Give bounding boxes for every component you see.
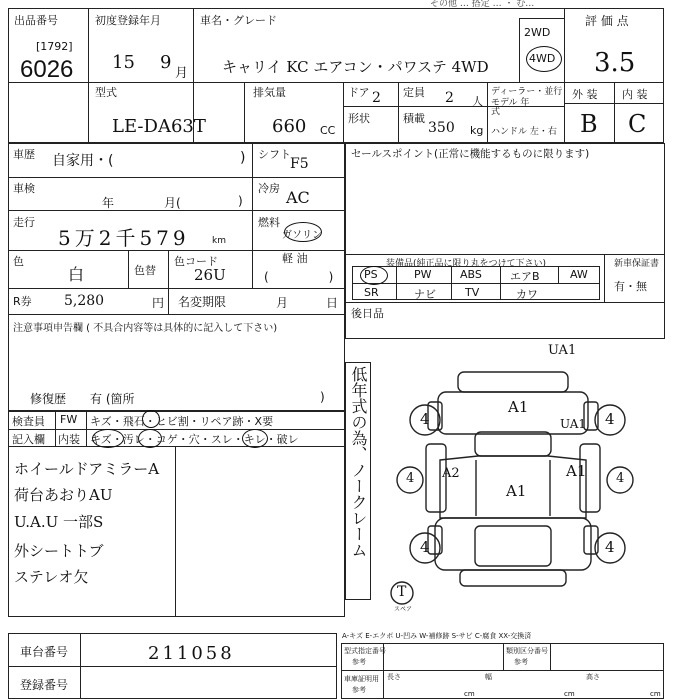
divider xyxy=(500,266,501,300)
score-label: 評 価 点 xyxy=(585,14,629,28)
divider xyxy=(519,18,564,19)
lot-number: 6026 xyxy=(20,56,74,83)
chassis-label: 車台番号 xyxy=(20,645,69,659)
divider xyxy=(8,314,345,315)
lot-sub: [1792] xyxy=(36,40,73,53)
mark-wheel-6: 4 xyxy=(605,538,615,556)
inspection-label: 車検 xyxy=(13,182,35,195)
mark-a2: A2 xyxy=(442,466,460,481)
int-value: C xyxy=(628,110,647,138)
later-label: 後日品 xyxy=(351,307,384,320)
top-cut-text: その他 … 搭定 … ・ む… xyxy=(430,0,535,9)
divider xyxy=(128,250,129,288)
history-value: 自家用・( xyxy=(52,153,114,169)
recolor-label: 色替 xyxy=(134,264,156,277)
reg-month-unit: 月 xyxy=(175,66,189,81)
inspector-label: 検査員 xyxy=(12,415,45,428)
remark-4: 外シートトブ xyxy=(14,542,104,560)
mark-circle xyxy=(142,410,160,428)
load-value: 350 xyxy=(428,120,455,136)
cert-label: 型式指定番号 xyxy=(344,647,386,655)
color-code-value: 26U xyxy=(194,266,226,284)
divider xyxy=(55,411,56,447)
mark-wheel-5: 4 xyxy=(420,538,430,556)
class-label: 類別区分番号 xyxy=(506,647,548,655)
equip-sr: SR xyxy=(364,286,379,299)
divider xyxy=(88,8,89,143)
name-label: 車名・グレード xyxy=(200,14,277,27)
mark-circle xyxy=(242,429,268,448)
shift-value: F5 xyxy=(290,156,309,172)
sales-label: セールスポイント(正常に機能するものに限ります) xyxy=(351,148,590,160)
drive-4wd: 4WD xyxy=(529,52,556,65)
spare-caption: スペア xyxy=(394,606,413,613)
class-ref: 参考 xyxy=(514,658,528,666)
warranty-label: 新車保証書 xyxy=(614,259,660,269)
divider xyxy=(8,429,345,430)
disp-unit: CC xyxy=(320,124,336,137)
mark-circle xyxy=(92,429,124,448)
color-value: 白 xyxy=(68,265,85,284)
divider xyxy=(487,82,488,143)
divider xyxy=(352,283,600,284)
divider xyxy=(175,447,176,617)
mark-wheel-1: 4 xyxy=(420,410,430,428)
divider xyxy=(252,143,253,288)
equip-pw: PW xyxy=(414,268,432,281)
cooling-value: AC xyxy=(286,188,310,207)
cap-unit: 人 xyxy=(472,95,483,108)
car-name: キャリイ KC エアコン・パワステ 4WD xyxy=(222,58,489,76)
disp-value: 660 xyxy=(272,116,307,137)
equip-aw: AW xyxy=(570,268,588,281)
paren-close: ) xyxy=(238,194,243,208)
mark-a1-hood: A1 xyxy=(508,398,529,416)
mark-circle xyxy=(138,429,162,448)
divider xyxy=(8,288,345,289)
cap-value: 2 xyxy=(445,90,454,106)
reg-month: 9 xyxy=(160,52,172,73)
divider xyxy=(398,82,399,143)
mileage-unit: km xyxy=(212,236,226,246)
divider xyxy=(244,82,245,143)
mileage-value: 5万2千579 xyxy=(58,226,190,250)
height-cm: cm xyxy=(650,690,661,698)
equip-navi: ナビ xyxy=(414,288,436,301)
fuel-value: ガソリン xyxy=(282,230,322,241)
reg-no-label: 登録番号 xyxy=(20,678,69,692)
spare-label: T xyxy=(397,584,407,600)
width-cm: cm xyxy=(564,690,575,698)
load-label: 積載 xyxy=(403,112,425,125)
len-cm: cm xyxy=(464,690,475,698)
cert-ref: 参考 xyxy=(352,658,366,666)
model-value: LE-DA63T xyxy=(112,116,206,137)
size-label: 車庫証明用 xyxy=(344,675,379,683)
len-label: 長さ xyxy=(387,673,401,681)
equip-leather: カワ xyxy=(516,288,538,301)
divider xyxy=(503,643,504,670)
door-value: 2 xyxy=(372,90,381,106)
height-label: 高さ xyxy=(586,673,600,681)
mark-ua1-top: UA1 xyxy=(548,343,577,358)
paren-pair: ( ) xyxy=(264,270,334,284)
lot-label: 出品番号 xyxy=(14,14,58,27)
shift-label: シフト xyxy=(258,148,291,161)
shape-label: 形状 xyxy=(348,112,370,125)
remark-3: U.A.U 一部S xyxy=(14,513,104,531)
divider xyxy=(519,18,520,82)
int-items: キズ・汚レ・コゲ・穴・スレ・キレ・破レ xyxy=(90,433,299,446)
mark-wheel-3: 4 xyxy=(406,471,415,486)
mark-wheel-2: 4 xyxy=(605,410,615,428)
dealer-label: ディーラー・並行 xyxy=(491,87,563,97)
divider xyxy=(345,302,665,303)
reg-year: 15 xyxy=(112,52,135,73)
inspection-year: 年 xyxy=(102,196,115,210)
divider xyxy=(341,670,664,671)
divider xyxy=(614,83,615,143)
divider xyxy=(8,82,664,83)
load-unit: kg xyxy=(470,124,484,137)
divider xyxy=(345,254,665,255)
equip-title: 装備品(純正品に限り丸をつけて下さい) xyxy=(386,259,547,269)
fuel-label: 燃料 xyxy=(258,216,280,229)
color-label: 色 xyxy=(13,255,24,268)
transfer-label: 名変期限 xyxy=(178,295,227,309)
equip-tv: TV xyxy=(465,286,480,299)
ext-label: 外 装 xyxy=(572,88,598,101)
recycle-label: R券 xyxy=(13,295,32,308)
divider xyxy=(550,643,551,670)
mark-a1-center: A1 xyxy=(506,482,527,500)
mark-wheel-4: 4 xyxy=(616,471,625,486)
divider xyxy=(604,254,605,302)
drive-2wd: 2WD xyxy=(524,26,551,39)
sales-frame xyxy=(345,143,665,339)
legend: A-キズ E-エクボ U-凹み W-補修跡 S-サビ C-腐食 XX-交換済 xyxy=(342,632,532,640)
ext-value: B xyxy=(580,110,598,138)
model-year-label: モデル 年式 xyxy=(491,98,530,117)
record-label: 記入欄 xyxy=(12,433,45,446)
model-label: 型式 xyxy=(95,86,117,99)
cooling-label: 冷房 xyxy=(258,182,280,195)
color-code-label: 色コード xyxy=(174,255,218,268)
notes-label: 注意事項申告欄 ( 不具合内容等は具体的に記入して下さい) xyxy=(13,323,278,334)
paren-close: ) xyxy=(320,390,325,404)
fuel-alt: 軽 油 xyxy=(282,252,308,265)
score-value: 3.5 xyxy=(594,48,636,78)
paren-close: ) xyxy=(240,150,246,166)
remark-5: ステレオ欠 xyxy=(14,568,89,586)
chassis-value: 211058 xyxy=(148,643,235,664)
reg-label: 初度登録年月 xyxy=(95,14,161,27)
mark-a1-right: A1 xyxy=(566,462,587,480)
repair-value: 有 (箇所 xyxy=(90,392,135,406)
transfer-day: 日 xyxy=(326,296,339,310)
divider xyxy=(168,250,169,314)
fw-label: FW xyxy=(60,413,78,426)
handle-label: ハンドル 左・右 xyxy=(491,127,557,137)
mileage-label: 走行 xyxy=(13,216,35,229)
divider xyxy=(451,266,452,300)
int-insp-label: 内装 xyxy=(58,433,80,446)
size-ref: 参考 xyxy=(352,686,366,694)
equip-airbag: エアB xyxy=(510,270,540,283)
divider xyxy=(8,666,337,667)
width-label: 幅 xyxy=(485,673,492,681)
car-diagram xyxy=(380,340,680,620)
divider xyxy=(86,411,87,447)
divider xyxy=(8,177,345,178)
fw-items: キズ・飛石・ヒビ割・リペア跡・X要 xyxy=(90,415,274,428)
vertical-text: 低年式の為、ノークレーム xyxy=(349,366,368,558)
equip-abs: ABS xyxy=(460,268,482,281)
divider xyxy=(564,8,565,143)
transfer-month: 月 xyxy=(276,296,289,310)
warranty-value: 有・無 xyxy=(614,280,647,293)
disp-label: 排気量 xyxy=(253,86,286,99)
repair-label: 修復歴 xyxy=(30,392,67,406)
divider xyxy=(343,82,344,143)
history-label: 車歴 xyxy=(13,148,35,161)
equip-ps: PS xyxy=(364,268,378,281)
inspection-month: 月( xyxy=(164,196,181,210)
cap-label: 定員 xyxy=(403,86,425,99)
divider xyxy=(396,266,397,300)
divider xyxy=(558,266,559,283)
door-label: ドア xyxy=(348,86,370,99)
mark-ua1-side: UA1 xyxy=(560,417,587,431)
int-label: 内 装 xyxy=(622,88,648,101)
recycle-yen: 円 xyxy=(152,296,165,310)
remark-1: ホイールドアミラーA xyxy=(14,460,160,478)
remark-2: 荷台あおりAU xyxy=(14,486,113,504)
recycle-value: 5,280 xyxy=(64,293,105,309)
divider xyxy=(80,633,81,699)
